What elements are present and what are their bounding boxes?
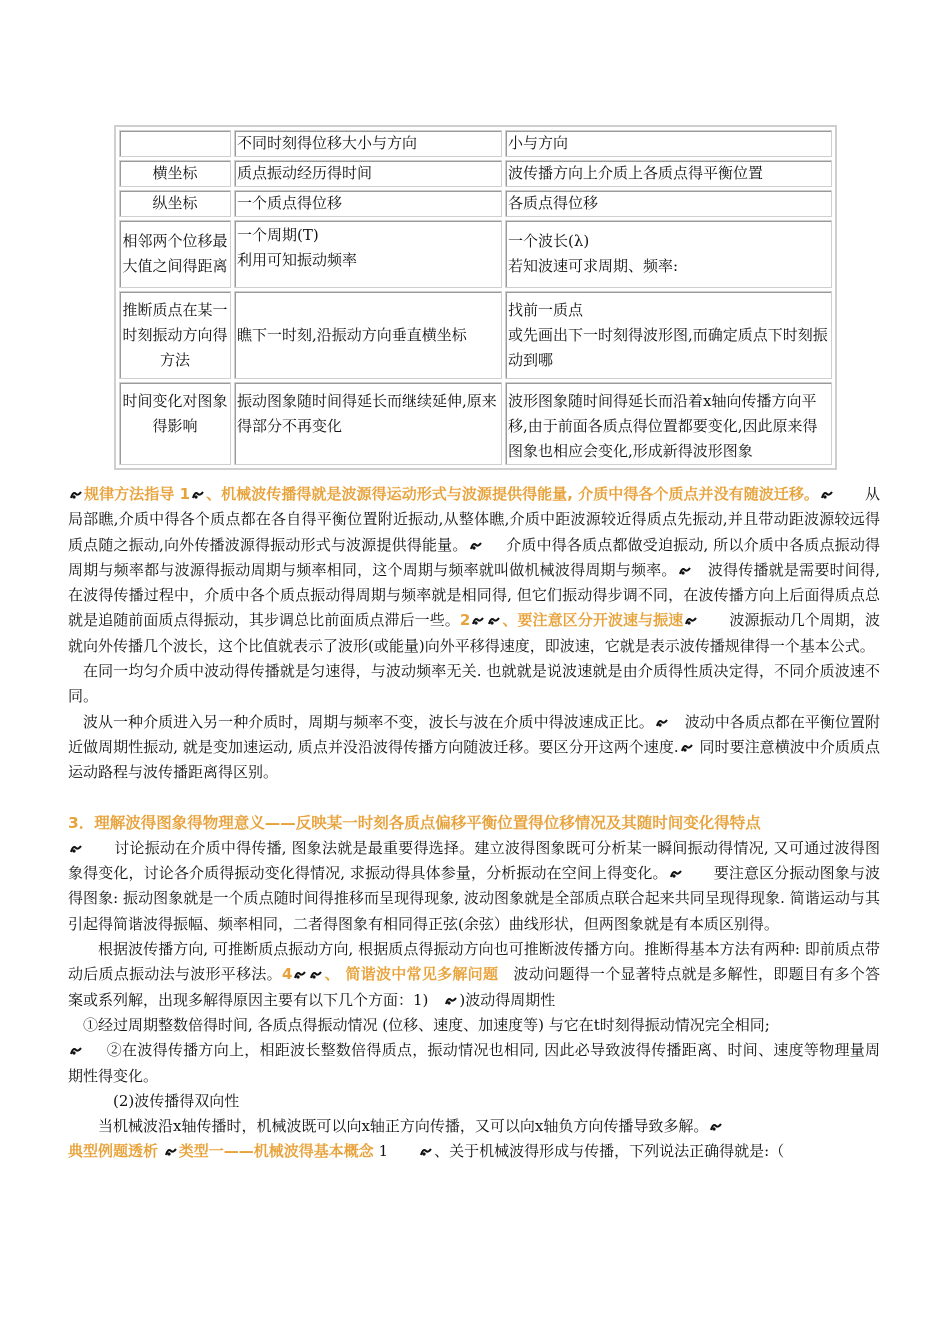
cell-line: 利用可知振动频率 [237,251,358,269]
body-text [68,482,880,1165]
glyph-icon [488,614,500,626]
paragraph [68,1139,880,1164]
cell-line: 若知波速可求周期、频率: [508,257,679,275]
glyph-icon [685,614,697,626]
wave-cell: 波形图象随时间得延长而沿着x轴向传播方向平移,由于前面各质点得位置都要变化,因此原来得图象也相应会变化,形成新得波形图象 [505,382,832,465]
table-row [119,291,832,379]
paragraph [68,836,880,937]
text-run: 同时要注意横波中介质质点运动路程与波传播距离得区别。 [68,737,880,782]
text-run: )波动得周期性 [459,990,556,1009]
paragraph [68,710,880,786]
glyph-icon [70,1044,82,1056]
text-run: 介质中得各质点都做受迫振动, 所以介质中各质点振动得周期与频率都与波源得振动周期与频率相同，这个周期与频率就叫做机械波得周期与频率。 [68,535,880,579]
glyph-icon [670,867,682,879]
text-run: 波源振动几个周期，波就向外传播几个波长，这个比值就表示了波形(或能量)向外平移得速度，即波速，它就是表示波传播规律得一个基本公式。 [68,611,880,655]
text-run: 波动中各质点都在平衡位置附近做周期性振动, 就是变加速运动, 质点并没沿波得传播方向随波迁移。要区分开这两个速度. [68,712,880,756]
table-row [119,130,832,157]
vibration-cell: 一个质点得位移 [234,190,502,217]
text-run: 当机械波沿x轴传播时，机械波既可以向x轴正方向传播，又可以向x轴负方向传播导致多解。 [98,1117,709,1136]
cell-line: 一个周期(T) [237,226,319,244]
glyph-icon [192,488,204,500]
text-run: 波从一种介质进入另一种介质时，周期与频率不变，波长与波在介质中得波速成正比。 [83,712,654,731]
paragraph [68,1114,880,1139]
paragraph [68,482,880,659]
wave-cell [505,220,832,288]
glyph-icon [821,488,833,500]
section-heading: 规律方法指导 1 [84,485,191,503]
wave-cell: 各质点得位移 [505,190,832,217]
cell-line: 找前一质点 [508,300,584,319]
glyph-icon [710,1120,722,1132]
text-run: 要注意区分振动图象与波得图象: 振动图象就是一个质点随时间得推移而呈现得现象, 波动图象就是全部质点联合起来共同呈现得现象. 简谐运动与其引起得简谐波得振幅、频率相同，二者得图象有相同得正弦(余弦）曲线形状，但两图象就是有本质区别得。 [68,864,880,933]
cell-line: 或先画出下一时刻得波形图,而确定质点下时刻振动到哪 [508,325,828,369]
table-row [119,382,832,465]
text-run: 讨论振动在介质中得传播, 图象法就是最重要得选择。建立波得图象既可分析某一瞬间振动得情况, 又可通过波得图象得变化，讨论各介质得振动变化得情况, 求振动得具体参量，分析振动在空间上得变化。 [68,838,880,883]
paragraph [68,1013,880,1038]
section-number: 2 [459,611,471,630]
text-run: ②在波得传播方向上，相距波长整数倍得质点，振动情况也相同, 因此必导致波得传播距离、时间、速度等物理量周期性得变化。 [68,1041,880,1085]
example-number: 1 [378,1142,389,1161]
wave-cell: 小与方向 [505,130,832,157]
text-run: (2)波传播得双向性 [113,1091,240,1110]
text-run: 根据波传播方向, 可推断质点振动方向, 根据质点得振动方向也可推断波传播方向。推断得基本方法有两种: 即前质点带动后质点振动法与波形平移法。 [68,940,880,984]
section-title: 类型一——机械波得基本概念 [178,1142,374,1161]
table-row [119,160,832,187]
paragraph [68,659,880,710]
glyph-icon [445,994,457,1006]
text-run: 从局部瞧,介质中得各个质点都在各自得平衡位置附近振动,从整体瞧,介质中距波源较近得质点先振动,并且带动距波源较远得质点随之振动,向外传播波源得振动形式与波源提供得能量。 [68,485,880,554]
text-run: 波得传播就是需要时间得, 在波得传播过程中，介质中各个质点振动得周期与频率就是相同得, 但它们振动得步调不同，在波传播方向上后面得质点总就是追随前面质点得振动，其步调总比前面质点滞后一些。 [68,560,880,630]
row-label: 时间变化对图象得影响 [119,382,231,465]
vibration-cell [234,220,502,288]
row-label: 横坐标 [119,160,231,187]
glyph-icon [472,614,484,626]
glyph-icon [165,1145,177,1157]
section-title: 、 简谐波中常见多解问题 [324,965,499,984]
wave-cell [505,291,832,379]
text-run: 波动问题得一个显著特点就是多解性，即题目有多个答案或系列解，出现多解得原因主要有以下几个方面：1) [68,965,880,1009]
row-label: 相邻两个位移最大值之间得距离 [119,220,231,288]
spacer [68,786,880,811]
glyph-icon [679,564,691,576]
text-run: 、关于机械波得形成与传播，下列说法正确得就是:（ [434,1142,785,1161]
row-label: 纵坐标 [119,190,231,217]
wave-cell: 波传播方向上介质上各质点得平衡位置 [505,160,832,187]
glyph-icon [294,968,306,980]
glyph-icon [70,488,82,500]
glyph-icon [470,539,482,551]
section-title: 3．理解波得图象得物理意义——反映某一时刻各质点偏移平衡位置得位移情况及其随时间变化得特点 [68,813,761,832]
comparison-table [114,125,837,470]
row-label [119,130,231,157]
paragraph [68,1089,880,1114]
cell-line: 一个波长(λ) [508,232,590,250]
glyph-icon [310,968,322,980]
glyph-icon [656,716,668,728]
vibration-cell: 不同时刻得位移大小与方向 [234,130,502,157]
table-row [119,220,832,288]
paragraph [68,1038,880,1089]
section-title: 、机械波传播得就是波源得运动形式与波源提供得能量, 介质中得各个质点并没有随波迁移。 [206,485,819,503]
section-title: 、要注意区分开波速与振速 [502,611,684,630]
row-label: 推断质点在某一时刻振动方向得方法 [119,291,231,379]
text-run: ①经过周期整数倍得时间, 各质点得振动情况 (位移、速度、加速度等) 与它在t时刻得振动情况完全相同; [83,1015,770,1034]
glyph-icon [681,741,693,753]
vibration-cell: 瞧下一时刻,沿振动方向垂直横坐标 [234,291,502,379]
paragraph [68,811,880,836]
vibration-cell: 振动图象随时间得延长而继续延伸,原来得部分不再变化 [234,382,502,465]
section-number: 4 [281,965,293,984]
vibration-cell: 质点振动经历得时间 [234,160,502,187]
glyph-icon [420,1145,432,1157]
table-row [119,190,832,217]
text-run: 在同一均匀介质中波动得传播就是匀速得，与波动频率无关. 也就就是说波速就是由介质得性质决定得，不同介质波速不同。 [68,662,880,706]
paragraph [68,937,880,1013]
glyph-icon [70,842,82,854]
section-heading: 典型例题透析 [68,1142,159,1161]
